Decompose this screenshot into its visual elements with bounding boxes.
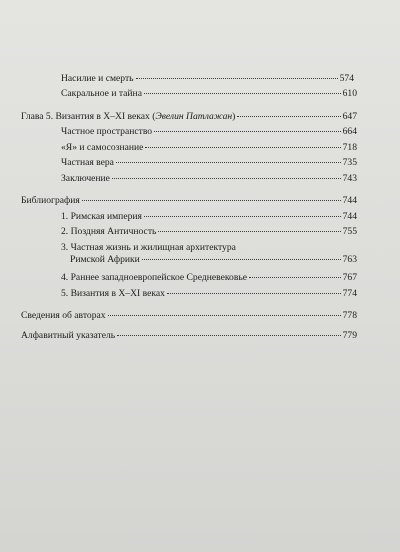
toc-entry-title: Сведения об авторах [21,310,106,321]
toc-entry-title: 3. Частная жизнь и жилищная архитектура [61,242,236,253]
toc-entry [61,157,357,169]
dot-leader [117,335,340,336]
toc-entry-title: 5. Византия в X–XI веках [61,288,165,299]
chapter-author: Эвелин Патлажан [155,111,233,122]
toc-entry-page: 763 [342,254,357,265]
toc-entry-page: 778 [342,310,357,321]
dot-leader [249,277,341,278]
toc-entry [61,173,357,185]
toc-entry [61,126,357,138]
dot-leader [108,315,341,316]
toc-entry-page: 743 [342,173,357,184]
toc-entry-page: 744 [342,195,357,206]
toc-entry-page: 774 [342,288,357,299]
toc-entry-page: 779 [342,330,357,341]
dot-leader [167,293,341,294]
toc-entry [61,242,357,266]
toc-entry-title: 1. Римская империя [61,211,142,222]
toc-entry [61,88,357,100]
dot-leader [144,93,341,94]
dot-leader [144,216,341,217]
toc-entry-title: Частная вера [61,157,114,168]
toc-entry [61,211,357,223]
toc-entry-title [21,111,235,123]
toc-chapter-entry [21,111,357,123]
chapter-title-prefix: Глава 5. Византия в X–XI веках ( [21,111,156,122]
toc-section-entry [21,330,357,342]
chapter-title-suffix: ) [232,111,236,122]
toc-entry-title: Сакральное и тайна [61,88,142,99]
toc-entry-page: 574 [339,73,354,84]
toc-entry-page: 664 [342,126,357,137]
dot-leader [158,231,340,232]
toc-entry [61,226,357,238]
toc-entry-page: 735 [342,157,357,168]
dot-leader [112,178,341,179]
dot-leader [154,131,341,132]
toc-entry-title: Алфавитный указатель [21,330,116,341]
toc-entry-title: Насилие и смерть [61,73,134,84]
toc-entry-title: Библиография [21,195,80,206]
toc-entry-title: 2. Поздняя Античность [61,226,157,237]
toc-entry-title: Заключение [61,173,110,184]
toc-entry-title: 4. Раннее западноевропейское Средневековье [61,272,247,283]
toc-entry-page: 755 [342,226,357,237]
dot-leader [116,162,341,163]
toc-entry [61,288,357,300]
toc-entry-page: 718 [342,142,357,153]
toc-entry-page: 744 [342,211,357,222]
toc-entry-page: 767 [342,272,357,283]
dot-leader [142,259,341,260]
dot-leader [136,78,338,79]
toc-entry-title: «Я» и самосознание [61,142,144,153]
toc-entry-page: 610 [342,88,357,99]
dot-leader [237,116,340,117]
toc-entry-title: Частное пространство [61,126,153,137]
toc-section-entry [21,195,357,207]
dot-leader [145,147,340,148]
toc-entry-title-continued: Римской Африки [70,254,140,265]
toc-entry [61,142,357,154]
dot-leader [82,200,341,201]
toc-entry-page: 647 [342,111,357,122]
toc-entry [61,73,354,85]
toc-section-entry [21,310,357,322]
toc-entry [61,272,357,284]
